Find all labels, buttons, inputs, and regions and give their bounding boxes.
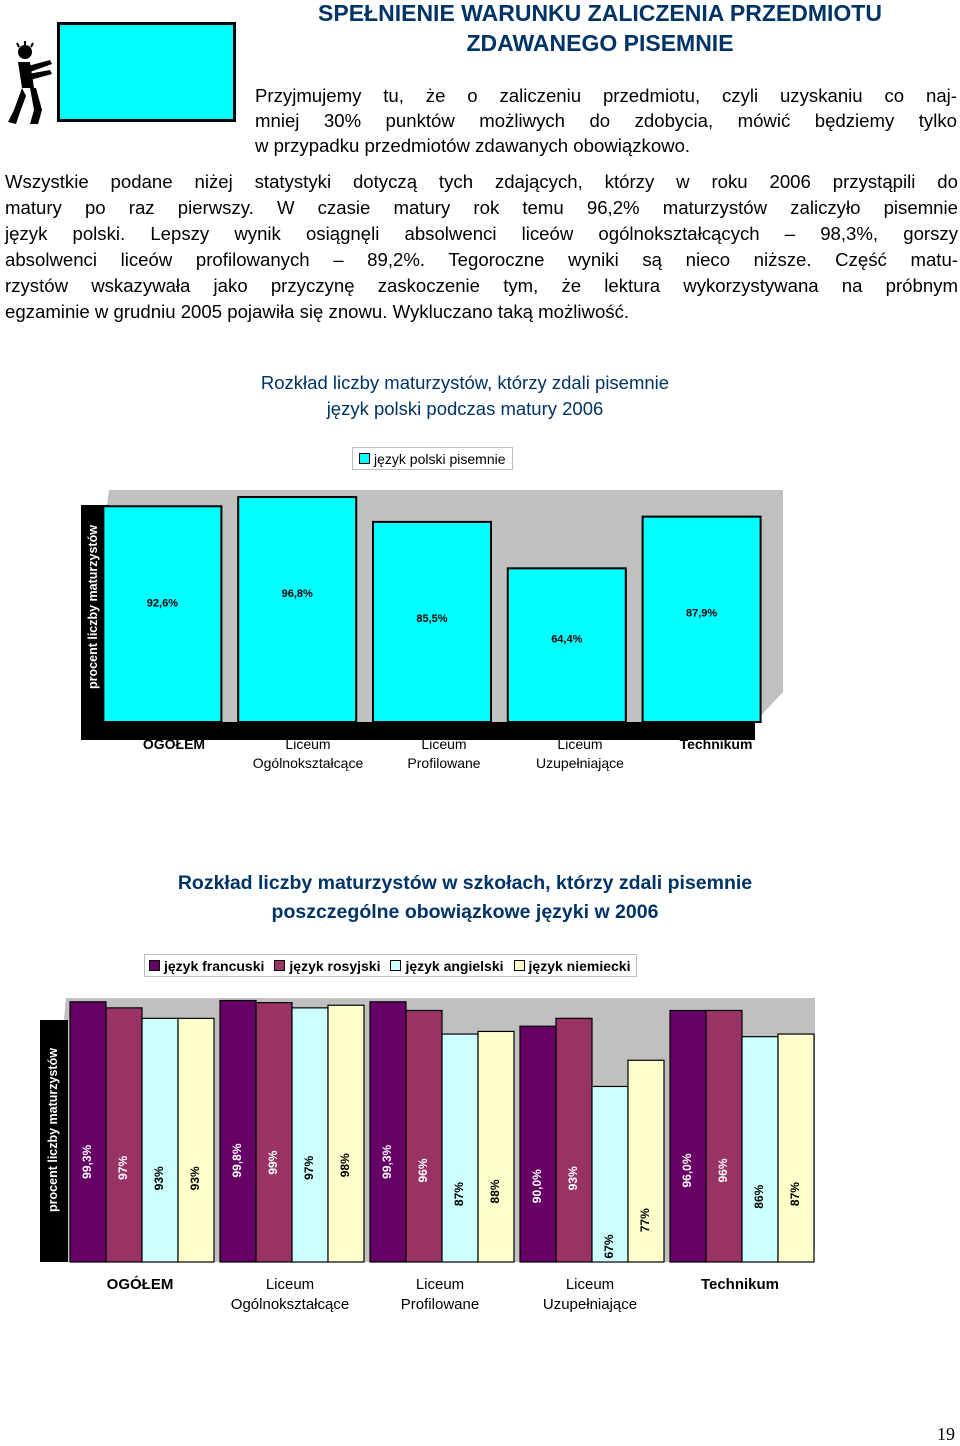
chart2-data-label: 98%	[338, 1153, 353, 1178]
chart2-data-label: 93%	[566, 1166, 581, 1191]
chart2-bar	[370, 1002, 406, 1262]
chart2-data-label: 77%	[638, 1208, 653, 1233]
chart2-category-label: Technikum	[700, 1276, 780, 1293]
chart2-y-axis-label: procent liczby maturzystów	[46, 1048, 60, 1212]
chart2-data-label: 96%	[716, 1158, 731, 1183]
body-line: egzaminie w grudniu 2005 pojawiła się znowu. Wykluczano taką możliwość.	[5, 301, 630, 322]
chart2-data-label: 99,8%	[230, 1143, 245, 1178]
chart1-data-label: 87,9%	[685, 607, 718, 620]
chart2-data-label: 87%	[452, 1182, 467, 1207]
intro-line: mniej 30% punktów możliwych do zdobycia, mówić będziemy tylko	[255, 110, 957, 131]
chart2-bar	[742, 1037, 778, 1262]
chart2-data-label: 99%	[266, 1150, 281, 1175]
chart1-data-label: 96,8%	[281, 588, 313, 601]
chart1-title-line-1: Rozkład liczby maturzystów, którzy zdali pisemnie	[260, 372, 670, 393]
chart1-data-label: 85,5%	[416, 612, 448, 625]
chart2-data-label: 67%	[602, 1234, 617, 1259]
chart1-category-label: Technikum	[679, 736, 753, 752]
chart2-data-label: 86%	[752, 1184, 767, 1209]
legend-label: język rosyjski	[289, 957, 381, 974]
body-line: matury po raz pierwszy. W czasie matury rok temu 96,2% maturzystów zaliczyło pisemnie	[5, 197, 958, 218]
chart1-title-line-2: język polski podczas matury 2006	[326, 398, 604, 419]
chart2-bar	[178, 1018, 214, 1262]
chart2-category-label: Liceum Profilowane	[400, 1276, 480, 1313]
chart2-bar	[670, 1010, 706, 1262]
chart2-bar	[556, 1018, 592, 1262]
chart2-data-label: 96,0%	[680, 1153, 695, 1188]
chart1-category-label: OGÓŁEM	[142, 736, 206, 752]
chart1-category-label: Liceum Profilowane	[407, 736, 481, 771]
chart2-category-label: Liceum Ogólnokształcące	[230, 1276, 350, 1313]
chart2-bar	[256, 1003, 292, 1262]
body-line: absolwenci liceów profilowanych – 89,2%. Tegoroczne wyniki są nieco niższe. Część matu-	[5, 249, 958, 270]
chart2-bar	[778, 1034, 814, 1262]
chart2-data-label: 88%	[488, 1179, 503, 1204]
chart2-category-label: Liceum Uzupełniające	[542, 1276, 638, 1313]
chart2-data-label: 97%	[302, 1155, 317, 1180]
legend-label: język angielski	[405, 957, 504, 974]
chart1-data-label: 64,4%	[551, 633, 583, 646]
chart2-bar	[442, 1034, 478, 1262]
chart2-bar	[106, 1008, 142, 1262]
chart1-category-label: Liceum Ogólnokształcące	[252, 736, 364, 771]
chart2-data-label: 90,0%	[530, 1169, 545, 1204]
intro-line: Przyjmujemy tu, że o zaliczeniu przedmiotu, czyli uzyskaniu co naj-	[255, 85, 957, 106]
page-title-line-1: SPEŁNIENIE WARUNKU ZALICZENIA PRZEDMIOTU	[318, 0, 882, 26]
chart2-data-label: 99,3%	[380, 1144, 395, 1179]
chart2-data-label: 99,3%	[80, 1144, 95, 1179]
chart2-bar	[478, 1031, 514, 1262]
chart1-data-label: 92,6%	[146, 597, 179, 610]
chart2-bar	[520, 1026, 556, 1262]
chart2-data-label: 93%	[152, 1166, 167, 1191]
legend-label: język niemiecki	[528, 957, 631, 974]
chart2-bar	[406, 1010, 442, 1262]
chart1-legend-label: język polski pisemnie	[374, 450, 506, 467]
chart2-data-label: 97%	[116, 1155, 131, 1180]
chart2-bar	[70, 1002, 106, 1262]
page-number: 19	[937, 1424, 955, 1444]
chart1-category-label: Liceum Uzupełniające	[536, 736, 624, 771]
chart2-title-line-2: poszczególne obowiązkowe języki w 2006	[271, 901, 659, 923]
chart2-bar	[706, 1010, 742, 1262]
chart1-y-axis-label: procent liczby maturzystów	[86, 525, 100, 689]
chart2-bar	[328, 1005, 364, 1262]
chart2-bar	[220, 1001, 256, 1262]
body-line: Wszystkie podane niżej statystyki dotyczą tych zdających, którzy w roku 2006 przystąpili do	[5, 171, 958, 192]
body-line: rzystów wskazywała jako przyczynę zaskoczenie tym, że lektura wykorzystywana na próbnym	[5, 275, 958, 296]
chart2-data-label: 93%	[188, 1166, 203, 1191]
chart2-title-line-1: Rozkład liczby maturzystów w szkołach, którzy zdali pisemnie	[177, 872, 753, 894]
chart2-bar	[142, 1018, 178, 1262]
chart2-data-label: 96%	[416, 1158, 431, 1183]
body-line: język polski. Lepszy wynik osiągnęli absolwenci liceów ogólnokształcących – 98,3%, gorszy	[5, 223, 958, 244]
chart2-data-label: 87%	[788, 1182, 803, 1207]
page-title-line-2: ZDAWANEGO PISEMNIE	[466, 30, 734, 56]
chart2-category-label: OGÓŁEM	[106, 1276, 174, 1293]
legend-label: język francuski	[164, 957, 265, 974]
chart2-bar	[292, 1008, 328, 1262]
intro-line: w przypadku przedmiotów zdawanych obowiązkowo.	[255, 135, 691, 156]
